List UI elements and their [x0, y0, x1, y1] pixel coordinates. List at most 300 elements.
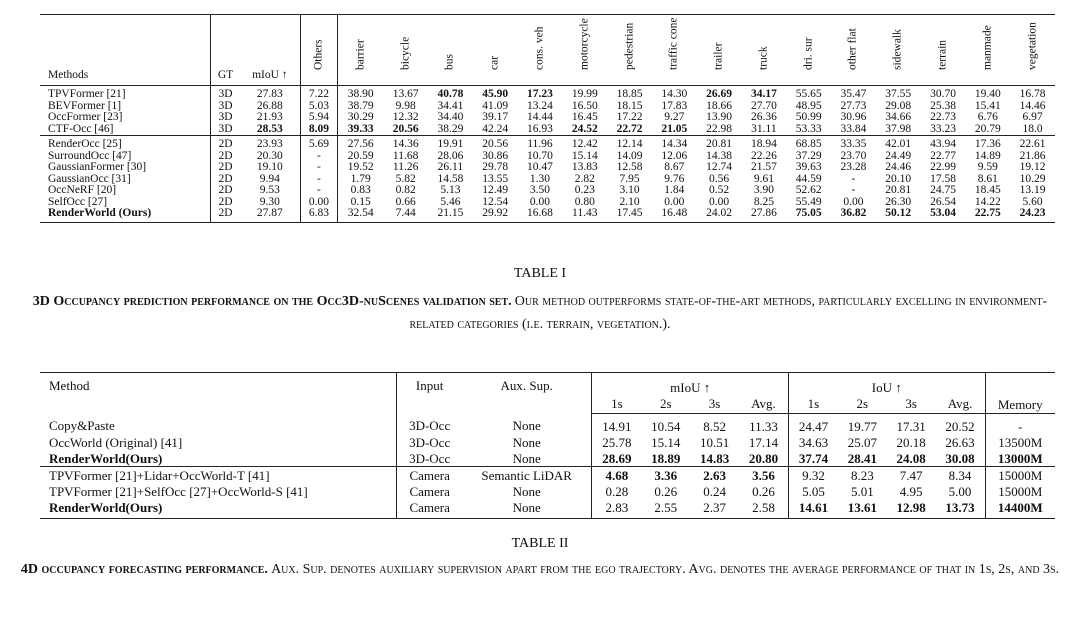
method-cell: GaussianFormer [30] [40, 162, 210, 174]
value-cell: 20.56 [473, 136, 518, 151]
value-cell: 28.41 [847, 450, 877, 466]
value-cell: 16.48 [652, 208, 697, 222]
table1-label: TABLE I [513, 266, 567, 281]
value-cell: 11.43 [562, 208, 607, 222]
value-cell: 26.69 [706, 88, 733, 100]
value-cell: 53.04 [921, 208, 966, 222]
table2-header-input: Input [415, 378, 444, 393]
table2-header-memory: Memory [985, 373, 1055, 414]
value-cell: 34.17 [750, 88, 777, 100]
value-cell: 22.61 [1010, 136, 1055, 151]
value-cell: 8.52 [703, 418, 726, 434]
value-cell: 20.30 [240, 151, 300, 163]
value-cell: 0.28 [605, 483, 629, 499]
table2-header-iou: IoU ↑ [788, 373, 985, 396]
value-cell: 30.86 [482, 149, 509, 162]
value-cell: - [851, 172, 856, 185]
value-cell: 10.51 [699, 434, 730, 450]
value-cell: 41.09 [482, 99, 509, 112]
table2-caption-lead: 4D occupancy forecasting performance. [20, 562, 268, 577]
value-cell: 26.30 [885, 195, 912, 208]
value-cell: 22.77 [930, 149, 956, 162]
value-cell: 30.70 [930, 88, 956, 100]
table1-header-4 [338, 15, 384, 86]
memory-cell: 13500M [998, 434, 1043, 450]
input-cell: 3D-Occ [409, 434, 451, 450]
table1-header-text: terrain [936, 39, 949, 70]
value-cell: 9.32 [788, 467, 837, 484]
table2-subheader-1: 2s [641, 395, 690, 414]
value-cell: 32.54 [338, 208, 384, 222]
gt-cell: 2D [218, 172, 233, 185]
table1-header-text: other flat [846, 27, 859, 70]
gt-cell: 2D [218, 149, 233, 162]
method-cell: RenderWorld(Ours) [40, 450, 397, 467]
table2-body [40, 414, 1055, 519]
value-cell: 14.22 [974, 195, 1001, 208]
value-cell: 42.01 [876, 136, 921, 151]
value-cell: 22.73 [930, 111, 956, 123]
table2-header-method: Method [40, 373, 397, 414]
value-cell: 0.80 [574, 195, 595, 208]
table-row [40, 112, 1055, 124]
table2-subheader-7: Avg. [936, 395, 985, 414]
table1-header-10 [607, 15, 652, 86]
value-cell: 25.78 [602, 434, 632, 450]
table1-header-text: motorcycle [578, 17, 590, 70]
value-cell: 10.54 [651, 418, 681, 434]
value-cell: 35.47 [840, 88, 867, 100]
table-row [40, 86, 1055, 101]
value-cell: 13.90 [706, 111, 733, 123]
value-cell: 53.33 [795, 122, 822, 135]
aux-cell: Semantic LiDAR [462, 467, 592, 484]
table1-header-19 [1010, 15, 1055, 86]
value-cell: 19.10 [240, 162, 300, 174]
value-cell: 6.83 [300, 208, 338, 222]
value-cell: 19.99 [571, 88, 598, 100]
value-cell: 8.25 [753, 195, 774, 208]
value-cell: 20.59 [347, 149, 374, 162]
value-cell: 14.58 [437, 172, 464, 185]
value-cell: 11.26 [392, 161, 419, 173]
aux-cell: None [462, 483, 592, 499]
value-cell: 2.63 [690, 467, 739, 484]
memory-cell: 15000M [985, 467, 1055, 484]
value-cell: 40.78 [437, 88, 464, 100]
value-cell: 55.49 [795, 195, 822, 208]
value-cell: 52.62 [795, 184, 822, 196]
value-cell: 13.55 [482, 172, 509, 185]
method-cell: RenderOcc [25] [40, 136, 210, 151]
input-cell: Camera [409, 483, 450, 499]
table1-header-text: mIoU ↑ [252, 68, 288, 81]
value-cell: 0.82 [395, 184, 416, 196]
input-cell: Camera [397, 467, 462, 484]
value-cell: 18.66 [706, 99, 733, 112]
value-cell: 31.11 [751, 122, 777, 135]
gt-cell: 3D [218, 99, 233, 112]
value-cell: 24.08 [896, 450, 926, 466]
value-cell: 75.05 [786, 208, 831, 222]
value-cell: 25.07 [847, 434, 877, 450]
value-cell: 29.92 [473, 208, 518, 222]
value-cell: 30.08 [936, 450, 985, 467]
method-cell: TPVFormer [21] [40, 86, 210, 101]
table1-header-text: pedestrian [622, 22, 635, 70]
value-cell: 29.78 [482, 161, 509, 173]
value-cell: 7.95 [619, 172, 640, 185]
method-cell: GaussianOcc [31] [40, 174, 210, 186]
value-cell: 12.42 [562, 136, 607, 151]
memory-cell: 13000M [997, 450, 1043, 466]
value-cell: 21.93 [240, 112, 300, 124]
value-cell: 15.14 [651, 434, 681, 450]
value-cell: 22.72 [616, 122, 643, 135]
value-cell: 34.66 [885, 111, 912, 123]
method-cell: BEVFormer [1] [40, 101, 210, 113]
gt-cell: 3D [218, 88, 233, 100]
value-cell: 4.68 [592, 467, 641, 484]
value-cell: 7.44 [383, 208, 428, 222]
value-cell: 9.94 [240, 174, 300, 186]
value-cell: 14.38 [706, 149, 733, 162]
table2-caption-rest: Aux. Sup. denotes auxiliary supervision apart from the ego trajectory. Avg. denotes the average performance of that in 1s, 2s, and 3s. [271, 562, 1060, 577]
aux-cell: None [462, 450, 592, 467]
value-cell: 24.46 [885, 161, 912, 173]
value-cell: 3.36 [641, 467, 690, 484]
value-cell: 20.81 [885, 184, 912, 196]
value-cell: 8.67 [664, 161, 685, 173]
value-cell: 23.93 [240, 136, 300, 151]
value-cell: 7.22 [300, 86, 338, 101]
value-cell: 18.45 [974, 184, 1001, 196]
value-cell: 9.59 [977, 161, 998, 173]
value-cell: 5.60 [1022, 195, 1043, 208]
value-cell: 20.81 [697, 136, 742, 151]
value-cell: 28.69 [602, 450, 632, 466]
value-cell: 2.55 [641, 499, 690, 519]
value-cell: 42.24 [482, 122, 509, 135]
method-cell: RenderWorld (Ours) [40, 208, 210, 222]
value-cell: 20.10 [885, 172, 912, 185]
value-cell: - [851, 184, 856, 196]
value-cell: 0.52 [709, 184, 730, 196]
value-cell: 12.74 [706, 161, 733, 173]
input-cell: Camera [397, 499, 462, 519]
value-cell: 27.87 [240, 208, 300, 222]
value-cell: 16.93 [527, 122, 553, 135]
gt-cell: 2D [218, 195, 233, 208]
table1-header-text: bicycle [398, 36, 411, 70]
value-cell: 14.09 [616, 149, 643, 162]
value-cell: 12.14 [607, 136, 652, 151]
value-cell: 6.76 [977, 111, 998, 123]
value-cell: 38.79 [347, 99, 374, 112]
value-cell: 24.47 [798, 418, 829, 434]
aux-cell: None [462, 499, 592, 519]
value-cell: - [300, 174, 338, 186]
value-cell: 10.70 [527, 149, 553, 162]
value-cell: 19.77 [847, 418, 877, 434]
value-cell: 2.37 [690, 499, 739, 519]
value-cell: 14.36 [383, 136, 428, 151]
table1-header-13 [741, 15, 786, 86]
value-cell: 8.23 [838, 467, 887, 484]
table2-subheader-3: Avg. [739, 395, 788, 414]
value-cell: 20.79 [974, 122, 1001, 135]
value-cell: 24.49 [885, 149, 912, 162]
table1-header-3 [300, 15, 338, 86]
table1-header-12 [697, 15, 742, 86]
value-cell: 20.80 [739, 450, 788, 467]
value-cell: 13.19 [1019, 184, 1046, 196]
value-cell: 20.18 [896, 434, 926, 450]
value-cell: 26.88 [240, 101, 300, 113]
table1-header-1 [210, 15, 240, 86]
value-cell: 4.95 [899, 483, 923, 499]
value-cell: 0.00 [709, 195, 730, 208]
memory-cell: - [1018, 418, 1023, 434]
value-cell: 9.76 [664, 172, 685, 185]
value-cell: 28.53 [240, 124, 300, 136]
value-cell: 17.22 [616, 111, 643, 123]
aux-cell: None [462, 434, 592, 450]
value-cell: 34.41 [437, 99, 464, 112]
value-cell: 68.85 [786, 136, 831, 151]
value-cell: 11.96 [518, 136, 563, 151]
input-cell: 3D-Occ [409, 450, 451, 466]
value-cell: 22.98 [706, 122, 733, 135]
value-cell: 24.23 [1010, 208, 1055, 222]
method-cell: OccNeRF [20] [40, 185, 210, 197]
value-cell: 14.61 [788, 499, 837, 519]
table1-header-0 [40, 15, 210, 86]
value-cell: 30.29 [347, 111, 374, 123]
value-cell: 19.52 [347, 161, 374, 173]
value-cell: 18.94 [741, 136, 786, 151]
table1-header-7 [473, 15, 518, 86]
gt-cell: 3D [218, 111, 233, 123]
table1-header-text: truck [757, 45, 770, 70]
value-cell: 6.97 [1022, 111, 1043, 123]
value-cell: 22.99 [930, 161, 956, 173]
value-cell: 13.67 [392, 88, 419, 100]
value-cell: 0.15 [350, 195, 371, 208]
value-cell: 55.65 [795, 88, 822, 100]
value-cell: 0.66 [395, 195, 416, 208]
method-cell: TPVFormer [21]+Lidar+OccWorld-T [41] [40, 467, 397, 484]
value-cell: 13.24 [527, 99, 553, 112]
value-cell: 0.26 [654, 483, 678, 499]
table1-caption-rest: Our method outperforms state-of-the-art methods, particularly excelling in environment-related categories (i.e. terrain, vegetation.). [409, 294, 1048, 332]
value-cell: 12.49 [482, 184, 509, 196]
table2-header-miou: mIoU ↑ [592, 373, 789, 396]
value-cell: - [300, 151, 338, 163]
value-cell: 11.68 [392, 149, 419, 162]
method-cell: OccFormer [23] [40, 112, 210, 124]
method-cell: RenderWorld(Ours) [40, 499, 397, 519]
value-cell: 22.75 [965, 208, 1010, 222]
occupancy-forecasting-table [40, 372, 1055, 519]
value-cell: 5.00 [936, 483, 985, 499]
value-cell: 26.54 [930, 195, 956, 208]
table1-header-18 [965, 15, 1010, 86]
value-cell: 43.94 [921, 136, 966, 151]
value-cell: 0.26 [739, 483, 788, 499]
value-cell: 38.90 [347, 88, 374, 100]
value-cell: 20.52 [936, 414, 985, 435]
value-cell: 3.90 [753, 184, 774, 196]
gt-cell: 3D [218, 122, 233, 135]
value-cell: 10.47 [527, 161, 553, 173]
table-row [40, 185, 1055, 197]
value-cell: 12.54 [482, 195, 509, 208]
value-cell: 9.53 [240, 185, 300, 197]
value-cell: 9.27 [664, 111, 685, 123]
value-cell: 10.29 [1019, 172, 1046, 185]
method-cell: SelfOcc [27] [40, 197, 210, 209]
value-cell: 34.63 [798, 434, 829, 450]
value-cell: 12.98 [887, 499, 936, 519]
table1-header-15 [831, 15, 876, 86]
value-cell: 13.83 [571, 161, 598, 173]
value-cell: 5.46 [440, 195, 461, 208]
value-cell: 44.59 [795, 172, 822, 185]
value-cell: 2.10 [619, 195, 640, 208]
value-cell: 23.70 [840, 149, 867, 162]
table1-header-16 [876, 15, 921, 86]
value-cell: 11.33 [739, 414, 788, 435]
value-cell: 33.35 [831, 136, 876, 151]
value-cell: 9.61 [753, 172, 774, 185]
value-cell: 18.85 [616, 88, 643, 100]
value-cell: 5.05 [802, 483, 825, 499]
value-cell: 16.45 [571, 111, 598, 123]
value-cell: 5.13 [440, 184, 461, 196]
value-cell: 34.40 [437, 111, 464, 123]
value-cell: 19.91 [428, 136, 473, 151]
value-cell: 17.83 [661, 99, 688, 112]
value-cell: 1.79 [350, 172, 371, 185]
table2-header-row [40, 373, 1055, 396]
table-row [40, 414, 1055, 435]
method-cell: OccWorld (Original) [41] [40, 434, 397, 450]
value-cell: 14.91 [602, 418, 632, 434]
value-cell: 0.23 [574, 184, 595, 196]
value-cell: 24.02 [697, 208, 742, 222]
table1-header [40, 15, 1055, 86]
table1-header-2 [240, 15, 300, 86]
value-cell: 0.00 [300, 197, 338, 209]
gt-cell: 2D [210, 208, 240, 222]
table2-caption [20, 558, 1060, 581]
table1-header-11 [652, 15, 697, 86]
value-cell: 45.90 [482, 88, 509, 100]
value-cell: - [300, 185, 338, 197]
table1-header-17 [921, 15, 966, 86]
value-cell: 3.10 [619, 184, 640, 196]
value-cell: 23.28 [840, 161, 867, 173]
value-cell: 25.38 [930, 99, 956, 112]
value-cell: 27.56 [338, 136, 384, 151]
value-cell: 5.82 [395, 172, 416, 185]
value-cell: 9.30 [240, 197, 300, 209]
value-cell: 37.74 [798, 450, 829, 466]
value-cell: 39.63 [795, 161, 822, 173]
memory-cell: 14400M [985, 499, 1055, 519]
table2-label: TABLE II [511, 536, 569, 551]
value-cell: 0.56 [709, 172, 730, 185]
table2-header-aux: Aux. Sup. [462, 373, 592, 414]
table1-caption [20, 290, 1060, 336]
table-row [40, 162, 1055, 174]
table-row [40, 208, 1055, 222]
value-cell: 21.15 [428, 208, 473, 222]
value-cell: 0.00 [843, 195, 864, 208]
table2-subheader-0: 1s [592, 395, 641, 414]
value-cell: 8.34 [936, 467, 985, 484]
value-cell: 2.58 [739, 499, 788, 519]
value-cell: 21.86 [1019, 149, 1046, 162]
value-cell: 17.14 [739, 434, 788, 450]
value-cell: 8.09 [300, 124, 338, 136]
table1-header-text: GT [217, 68, 234, 81]
value-cell: 17.45 [607, 208, 652, 222]
value-cell: 12.58 [616, 161, 643, 173]
table1-header-text: sidewalk [891, 28, 904, 70]
table1-header-8 [518, 15, 563, 86]
table-row [40, 136, 1055, 151]
value-cell: 16.68 [518, 208, 563, 222]
value-cell: 21.57 [750, 161, 777, 173]
table1-header-text: Others [312, 38, 325, 70]
value-cell: 27.86 [741, 208, 786, 222]
value-cell: 8.61 [977, 172, 998, 185]
value-cell: 29.08 [885, 99, 912, 112]
value-cell: 37.55 [885, 88, 912, 100]
value-cell: 14.89 [974, 149, 1001, 162]
value-cell: 22.26 [750, 149, 777, 162]
value-cell: 12.32 [392, 111, 419, 123]
value-cell: 36.82 [831, 208, 876, 222]
table1-header-text: manmade [981, 24, 994, 70]
table1-header-text: car [488, 55, 501, 70]
value-cell: 21.05 [661, 122, 688, 135]
value-cell: 26.11 [437, 161, 464, 173]
gt-cell: 2D [218, 184, 233, 196]
value-cell: 20.56 [392, 122, 419, 135]
value-cell: 33.23 [930, 122, 956, 135]
value-cell: 5.94 [300, 112, 338, 124]
value-cell: 0.24 [703, 483, 726, 499]
value-cell: 14.30 [661, 88, 688, 100]
value-cell: 16.50 [571, 99, 598, 112]
value-cell: 17.31 [896, 418, 926, 434]
value-cell: 16.78 [1019, 88, 1046, 100]
table-row [40, 467, 1055, 484]
table1-header-text: trailer [712, 42, 725, 70]
gt-cell: 2D [210, 136, 240, 151]
value-cell: 27.73 [840, 99, 867, 112]
table1-header-text: vegetation [1025, 21, 1038, 70]
input-cell: 3D-Occ [409, 418, 451, 434]
table-row [40, 450, 1055, 467]
value-cell: 14.46 [1019, 99, 1046, 112]
table2-subheader-4: 1s [788, 395, 837, 414]
value-cell: 0.00 [664, 195, 685, 208]
value-cell: 1.30 [529, 172, 551, 185]
